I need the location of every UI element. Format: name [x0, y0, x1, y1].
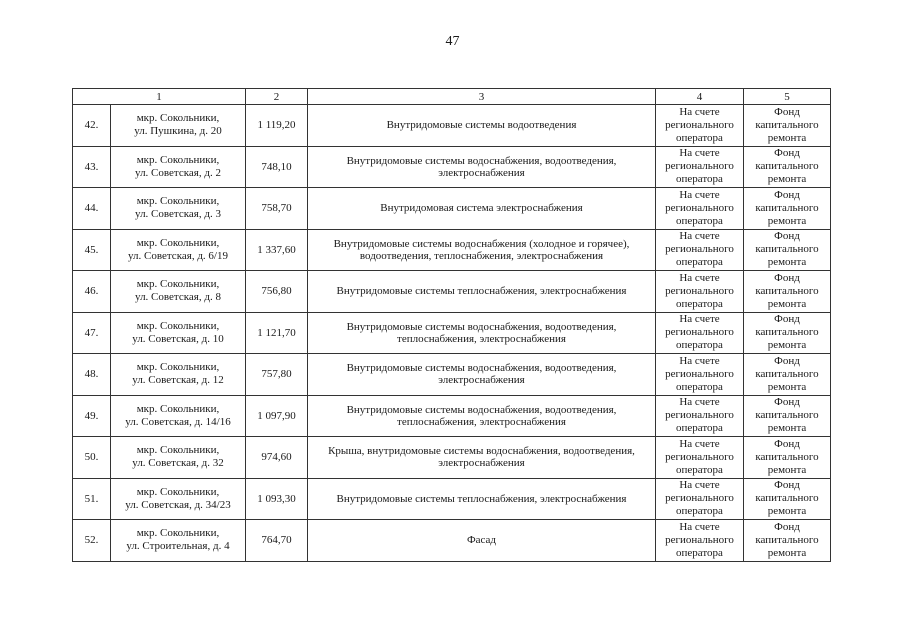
address-line-street: ул. Советская, д. 32 [132, 457, 224, 470]
fund-cell [744, 188, 831, 230]
fund-line-1: Фонд [774, 147, 800, 160]
account-line-1: На счете [679, 354, 720, 367]
address-line-district: мкр. Сокольники, [136, 236, 220, 249]
address-line-district: мкр. Сокольники, [136, 402, 220, 415]
address-line-street: ул. Советская, д. 12 [132, 374, 224, 387]
table-row [73, 229, 831, 271]
fund-cell [744, 437, 831, 479]
address-cell [111, 146, 246, 188]
account-line-2: регионального [665, 243, 734, 256]
fund-line-3: ремонта [767, 214, 807, 227]
account-cell [656, 354, 744, 396]
address-cell [111, 312, 246, 354]
address-line-street: ул. Советская, д. 10 [132, 332, 224, 345]
table-row [73, 271, 831, 313]
header-col-3: 3 [308, 89, 656, 105]
area-cell: 756,80 [246, 271, 308, 313]
address-line-street: ул. Советская, д. 34/23 [125, 498, 231, 511]
account-line-3: оператора [676, 173, 723, 186]
account-line-2: регионального [665, 326, 734, 339]
account-line-1: На счете [679, 313, 720, 326]
page-number: 47 [445, 34, 460, 49]
account-cell [656, 271, 744, 313]
fund-line-2: капитального [755, 450, 819, 463]
row-number: 46. [73, 271, 111, 313]
account-line-2: регионального [665, 201, 734, 214]
address-cell [111, 271, 246, 313]
area-cell: 1 097,90 [246, 395, 308, 437]
fund-line-1: Фонд [774, 520, 800, 533]
header-col-4: 4 [656, 89, 744, 105]
area-cell: 1 119,20 [246, 105, 308, 147]
capital-repair-table [72, 88, 831, 562]
fund-line-2: капитального [755, 409, 819, 422]
account-cell [656, 520, 744, 562]
account-line-1: На счете [679, 437, 720, 450]
fund-line-3: ремонта [767, 380, 807, 393]
address-line-district: мкр. Сокольники, [136, 527, 220, 540]
address-line-street: ул. Советская, д. 3 [135, 208, 221, 221]
area-cell: 757,80 [246, 354, 308, 396]
address-cell [111, 188, 246, 230]
fund-line-1: Фонд [774, 188, 800, 201]
address-line-street: ул. Советская, д. 14/16 [125, 415, 231, 428]
address-line-district: мкр. Сокольники, [136, 195, 220, 208]
header-col-5: 5 [744, 89, 831, 105]
account-line-1: На счете [679, 230, 720, 243]
fund-line-1: Фонд [774, 230, 800, 243]
works-cell: Внутридомовые системы водоснабжения, водоотведения, электроснабжения [308, 146, 656, 188]
address-cell [111, 354, 246, 396]
address-line-street: ул. Пушкина, д. 20 [134, 125, 222, 138]
address-cell [111, 437, 246, 479]
account-line-3: оператора [676, 339, 723, 352]
account-cell [656, 395, 744, 437]
account-line-2: регионального [665, 160, 734, 173]
fund-line-1: Фонд [774, 271, 800, 284]
account-line-1: На счете [679, 396, 720, 409]
area-cell: 748,10 [246, 146, 308, 188]
row-number: 49. [73, 395, 111, 437]
row-number: 52. [73, 520, 111, 562]
fund-line-1: Фонд [774, 313, 800, 326]
account-line-1: На счете [679, 479, 720, 492]
table-row [73, 105, 831, 147]
fund-line-3: ремонта [767, 256, 807, 269]
row-number: 45. [73, 229, 111, 271]
table-row [73, 520, 831, 562]
address-line-street: ул. Советская, д. 2 [135, 166, 221, 179]
fund-line-2: капитального [755, 367, 819, 380]
row-number: 51. [73, 478, 111, 520]
header-col-2: 2 [246, 89, 308, 105]
account-line-3: оператора [676, 463, 723, 476]
account-cell [656, 188, 744, 230]
account-cell [656, 437, 744, 479]
account-line-2: регионального [665, 409, 734, 422]
account-line-2: регионального [665, 450, 734, 463]
area-cell: 1 337,60 [246, 229, 308, 271]
area-cell: 1 121,70 [246, 312, 308, 354]
row-number: 50. [73, 437, 111, 479]
account-line-1: На счете [679, 271, 720, 284]
address-line-district: мкр. Сокольники, [136, 319, 220, 332]
works-cell: Фасад [308, 520, 656, 562]
account-cell [656, 105, 744, 147]
address-line-district: мкр. Сокольники, [136, 153, 220, 166]
fund-cell [744, 395, 831, 437]
account-line-1: На счете [679, 105, 720, 118]
address-line-district: мкр. Сокольники, [136, 485, 220, 498]
account-line-3: оператора [676, 256, 723, 269]
works-cell: Крыша, внутридомовые системы водоснабжения, водоотведения, электроснабжения [308, 437, 656, 479]
header-col-1: 1 [73, 89, 246, 105]
fund-line-3: ремонта [767, 505, 807, 518]
header-row [73, 89, 831, 105]
address-line-district: мкр. Сокольники, [136, 112, 220, 125]
works-cell: Внутридомовые системы водоотведения [308, 105, 656, 147]
address-line-street: ул. Советская, д. 6/19 [128, 249, 228, 262]
account-line-3: оператора [676, 505, 723, 518]
address-cell [111, 520, 246, 562]
account-line-2: регионального [665, 118, 734, 131]
fund-cell [744, 146, 831, 188]
fund-line-2: капитального [755, 492, 819, 505]
address-line-district: мкр. Сокольники, [136, 444, 220, 457]
address-cell [111, 105, 246, 147]
address-cell [111, 395, 246, 437]
fund-line-1: Фонд [774, 105, 800, 118]
account-line-2: регионального [665, 284, 734, 297]
table-row [73, 312, 831, 354]
works-cell: Внутридомовые системы водоснабжения, водоотведения, теплоснабжения, электроснабжения [308, 395, 656, 437]
account-cell [656, 146, 744, 188]
fund-cell [744, 478, 831, 520]
account-line-1: На счете [679, 520, 720, 533]
account-cell [656, 229, 744, 271]
fund-cell [744, 520, 831, 562]
row-number: 44. [73, 188, 111, 230]
fund-line-3: ремонта [767, 422, 807, 435]
fund-cell [744, 105, 831, 147]
fund-line-2: капитального [755, 326, 819, 339]
account-line-3: оператора [676, 380, 723, 393]
fund-line-3: ремонта [767, 173, 807, 186]
fund-line-2: капитального [755, 533, 819, 546]
account-line-2: регионального [665, 533, 734, 546]
account-line-1: На счете [679, 188, 720, 201]
works-cell: Внутридомовые системы водоснабжения, водоотведения, электроснабжения [308, 354, 656, 396]
area-cell: 758,70 [246, 188, 308, 230]
account-line-3: оператора [676, 214, 723, 227]
table-row [73, 146, 831, 188]
fund-line-2: капитального [755, 284, 819, 297]
address-line-street: ул. Строительная, д. 4 [126, 540, 230, 553]
address-cell [111, 229, 246, 271]
fund-line-1: Фонд [774, 479, 800, 492]
account-cell [656, 478, 744, 520]
account-line-3: оператора [676, 131, 723, 144]
fund-line-2: капитального [755, 243, 819, 256]
address-line-district: мкр. Сокольники, [136, 278, 220, 291]
account-line-2: регионального [665, 492, 734, 505]
row-number: 43. [73, 146, 111, 188]
table-row [73, 188, 831, 230]
account-line-1: На счете [679, 147, 720, 160]
fund-line-3: ремонта [767, 131, 807, 144]
fund-cell [744, 229, 831, 271]
row-number: 47. [73, 312, 111, 354]
address-line-street: ул. Советская, д. 8 [135, 291, 221, 304]
works-cell: Внутридомовые системы водоснабжения (холодное и горячее), водоотведения, теплоснабжения, электроснабжения [308, 229, 656, 271]
fund-line-1: Фонд [774, 437, 800, 450]
area-cell: 974,60 [246, 437, 308, 479]
works-cell: Внутридомовые системы водоснабжения, водоотведения, теплоснабжения, электроснабжения [308, 312, 656, 354]
area-cell: 764,70 [246, 520, 308, 562]
address-cell [111, 478, 246, 520]
table-row [73, 354, 831, 396]
fund-line-3: ремонта [767, 546, 807, 559]
fund-line-2: капитального [755, 118, 819, 131]
fund-line-1: Фонд [774, 354, 800, 367]
table-row [73, 437, 831, 479]
account-line-3: оператора [676, 546, 723, 559]
fund-cell [744, 271, 831, 313]
fund-line-1: Фонд [774, 396, 800, 409]
works-cell: Внутридомовые системы теплоснабжения, электроснабжения [308, 478, 656, 520]
row-number: 48. [73, 354, 111, 396]
fund-cell [744, 354, 831, 396]
area-cell: 1 093,30 [246, 478, 308, 520]
account-line-3: оператора [676, 422, 723, 435]
fund-cell [744, 312, 831, 354]
fund-line-3: ремонта [767, 339, 807, 352]
row-number: 42. [73, 105, 111, 147]
fund-line-2: капитального [755, 160, 819, 173]
fund-line-2: капитального [755, 201, 819, 214]
works-cell: Внутридомовые системы теплоснабжения, электроснабжения [308, 271, 656, 313]
fund-line-3: ремонта [767, 297, 807, 310]
fund-line-3: ремонта [767, 463, 807, 476]
address-line-district: мкр. Сокольники, [136, 361, 220, 374]
works-cell: Внутридомовая система электроснабжения [308, 188, 656, 230]
table-row [73, 478, 831, 520]
account-line-2: регионального [665, 367, 734, 380]
account-cell [656, 312, 744, 354]
account-line-3: оператора [676, 297, 723, 310]
table-row [73, 395, 831, 437]
